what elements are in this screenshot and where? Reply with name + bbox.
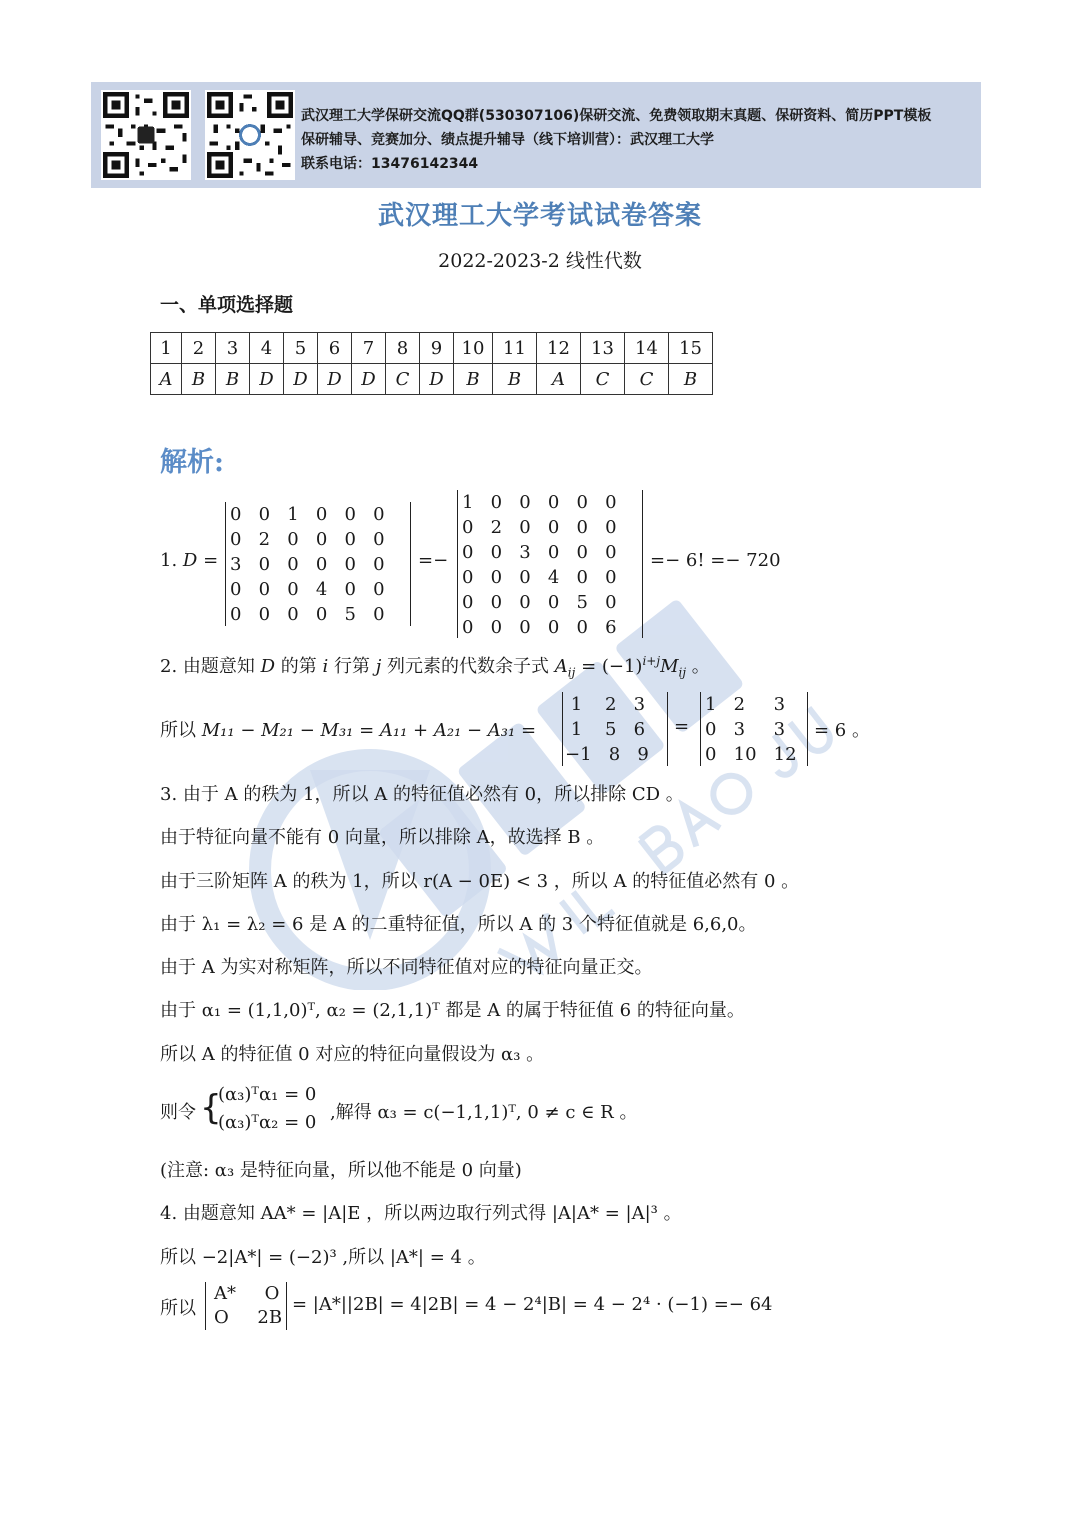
q2-determinant-1 bbox=[562, 692, 668, 766]
q3-line-5: 由于 A 为实对称矩阵，所以不同特征值对应的特征向量正交。 bbox=[160, 957, 653, 978]
q2-matrix-2: 1 2 3 0 3 3 0 10 12 bbox=[705, 694, 797, 765]
answer-table-number-cell: 2 bbox=[182, 333, 216, 364]
answer-table-answer-cell: A bbox=[537, 364, 581, 395]
q2-eq: = (−1) bbox=[575, 656, 643, 677]
answer-table-number-cell: 8 bbox=[386, 333, 420, 364]
answer-table-number-cell: 5 bbox=[284, 333, 318, 364]
answer-table-number-cell: 4 bbox=[250, 333, 284, 364]
q1-result: =− 6! =− 720 bbox=[650, 550, 781, 571]
answer-table-number-cell: 14 bbox=[625, 333, 669, 364]
answer-table-answer-cell: D bbox=[318, 364, 352, 395]
answer-table-answer-cell: B bbox=[182, 364, 216, 395]
q1-var: D bbox=[182, 550, 198, 571]
header-banner bbox=[91, 82, 981, 188]
q2-var-m: M bbox=[660, 656, 679, 677]
q3-line-8-prefix: 则令 bbox=[160, 1102, 196, 1123]
answer-table-answer-cell: A bbox=[151, 364, 182, 395]
q4-line-1: 4. 由题意知 AA* = |A|E ，所以两边取行列式得 |A|A* = |A|³ 。 bbox=[160, 1203, 682, 1224]
q2-matrix-1: 1 2 3 1 5 6 −1 8 9 bbox=[565, 694, 649, 765]
q2-line2-prefix: 所以 bbox=[160, 720, 202, 741]
q1-matrix-2: 1 0 0 0 0 0 0 2 0 0 0 0 0 0 3 0 0 0 0 0 0 4 0 0 0 0 0 0 5 0 0 0 0 0 0 6 bbox=[462, 492, 617, 638]
answer-table-answer-cell: D bbox=[352, 364, 386, 395]
q2-line-2 bbox=[160, 716, 536, 742]
answer-table-number-cell: 1 bbox=[151, 333, 182, 364]
q2-var-d: D bbox=[260, 656, 276, 677]
q2-text-c: 行第 bbox=[328, 656, 376, 677]
q3-line-9: (注意: α₃ 是特征向量，所以他不能是 0 向量) bbox=[160, 1160, 522, 1181]
banner-line-3: 联系电话：13476142344 bbox=[301, 156, 479, 172]
q3-line-1: 3. 由于 A 的秩为 1，所以 A 的特征值必然有 0，所以排除 CD 。 bbox=[160, 784, 684, 805]
q1-prefix: 1. bbox=[160, 550, 183, 571]
q1-eq: = bbox=[197, 550, 219, 571]
answer-table-answer-cell: B bbox=[216, 364, 250, 395]
answer-table-answer-cell: B bbox=[669, 364, 713, 395]
answer-table-answer-cell: C bbox=[581, 364, 625, 395]
q2-text-b: 的第 bbox=[275, 656, 323, 677]
page-title: 武汉理工大学考试试卷答案 bbox=[377, 201, 702, 231]
q4-line-3-suffix: = |A*||2B| = 4|2B| = 4 − 2⁴|B| = 4 − 2⁴ · (−1) =− 64 bbox=[292, 1294, 773, 1315]
answer-table-number-cell: 11 bbox=[493, 333, 537, 364]
q2-var-i: i bbox=[322, 656, 329, 677]
qr-code-icon bbox=[205, 90, 295, 180]
answer-table-answer-row bbox=[151, 364, 713, 395]
page-subtitle: 2022-2023-2 线性代数 bbox=[438, 250, 642, 272]
q2-determinant-2 bbox=[700, 692, 808, 766]
q2-var-a: A bbox=[554, 656, 568, 677]
answer-table-answer-cell: D bbox=[420, 364, 454, 395]
answer-table-answer-cell: B bbox=[493, 364, 537, 395]
answer-table-answer-cell: D bbox=[250, 364, 284, 395]
q3-system-eq-1: (α₃)ᵀα₁ = 0 bbox=[218, 1084, 317, 1105]
q4-determinant bbox=[205, 1282, 287, 1330]
q2-sub-ij: ij bbox=[567, 665, 576, 680]
q3-system-eq-2: (α₃)ᵀα₂ = 0 bbox=[218, 1112, 317, 1133]
q3-line-4: 由于 λ₁ = λ₂ = 6 是 A 的二重特征值，所以 A 的 3 个特征值就是 6,6,0。 bbox=[160, 914, 757, 935]
q1-negation: =− bbox=[418, 550, 449, 571]
answer-table bbox=[150, 332, 713, 395]
q4-matrix: A* O O 2B bbox=[214, 1283, 283, 1328]
q2-result: = 6 。 bbox=[814, 720, 870, 741]
section-heading: 一、单项选择题 bbox=[160, 294, 294, 316]
answer-table-number-cell: 10 bbox=[454, 333, 493, 364]
q4-line-3-prefix: 所以 bbox=[160, 1298, 196, 1319]
q2-end: 。 bbox=[686, 656, 710, 677]
q3-line-8-suffix: ,解得 α₃ = c(−1,1,1)ᵀ, 0 ≠ c ∈ R 。 bbox=[330, 1102, 638, 1123]
answer-table-number-cell: 9 bbox=[420, 333, 454, 364]
answer-table-answer-cell: D bbox=[284, 364, 318, 395]
answer-table-number-cell: 12 bbox=[537, 333, 581, 364]
q3-line-2: 由于特征向量不能有 0 向量，所以排除 A，故选择 B 。 bbox=[160, 827, 605, 848]
q3-line-3: 由于三阶矩阵 A 的秩为 1，所以 r(A − 0E) < 3 ，所以 A 的特征值必然有 0 。 bbox=[160, 871, 800, 892]
banner-line-2: 保研辅导、竞赛加分、绩点提升辅导（线下培训营）：武汉理工大学 bbox=[301, 132, 714, 148]
qr-code-icon bbox=[101, 90, 191, 180]
q1-determinant-2 bbox=[457, 490, 643, 638]
q3-line-6: 由于 α₁ = (1,1,0)ᵀ, α₂ = (2,1,1)ᵀ 都是 A 的属于特征值 6 的特征向量。 bbox=[160, 1000, 745, 1021]
q2-sub-mij: ij bbox=[678, 665, 687, 680]
q2-mid-eq: = bbox=[674, 716, 690, 737]
q2-line2-formula: M₁₁ − M₂₁ − M₃₁ = A₁₁ + A₂₁ − A₃₁ = bbox=[201, 720, 537, 741]
answer-table-number-cell: 6 bbox=[318, 333, 352, 364]
answer-table-number-cell: 7 bbox=[352, 333, 386, 364]
answer-table-number-cell: 3 bbox=[216, 333, 250, 364]
q2-text-d: 列元素的代数余子式 bbox=[381, 656, 555, 677]
analysis-heading: 解析: bbox=[160, 447, 224, 478]
q2-sup: i+j bbox=[642, 654, 661, 668]
q2-var-j: j bbox=[375, 656, 382, 677]
answer-table-number-cell: 15 bbox=[669, 333, 713, 364]
q2-line-1 bbox=[160, 652, 710, 680]
answer-table-number-row bbox=[151, 333, 713, 364]
banner-text bbox=[301, 104, 931, 176]
answer-table-answer-cell: B bbox=[454, 364, 493, 395]
q1-label bbox=[160, 550, 218, 571]
q3-brace: { bbox=[200, 1088, 222, 1128]
answer-table-answer-cell: C bbox=[625, 364, 669, 395]
banner-line-1: 武汉理工大学保研交流QQ群(530307106)保研交流、免费领取期末真题、保研资料、简历PPT模板 bbox=[301, 108, 932, 124]
answer-table-number-cell: 13 bbox=[581, 333, 625, 364]
q4-line-2: 所以 −2|A*| = (−2)³ ,所以 |A*| = 4 。 bbox=[160, 1247, 486, 1268]
answer-table-answer-cell: C bbox=[386, 364, 420, 395]
q1-matrix-1: 0 0 1 0 0 0 0 2 0 0 0 0 3 0 0 0 0 0 0 0 0 4 0 0 0 0 0 0 5 0 bbox=[230, 504, 385, 625]
q3-line-7: 所以 A 的特征值 0 对应的特征向量假设为 α₃ 。 bbox=[160, 1044, 545, 1065]
q1-determinant-1 bbox=[225, 502, 411, 626]
q2-text-a: 2. 由题意知 bbox=[160, 656, 261, 677]
